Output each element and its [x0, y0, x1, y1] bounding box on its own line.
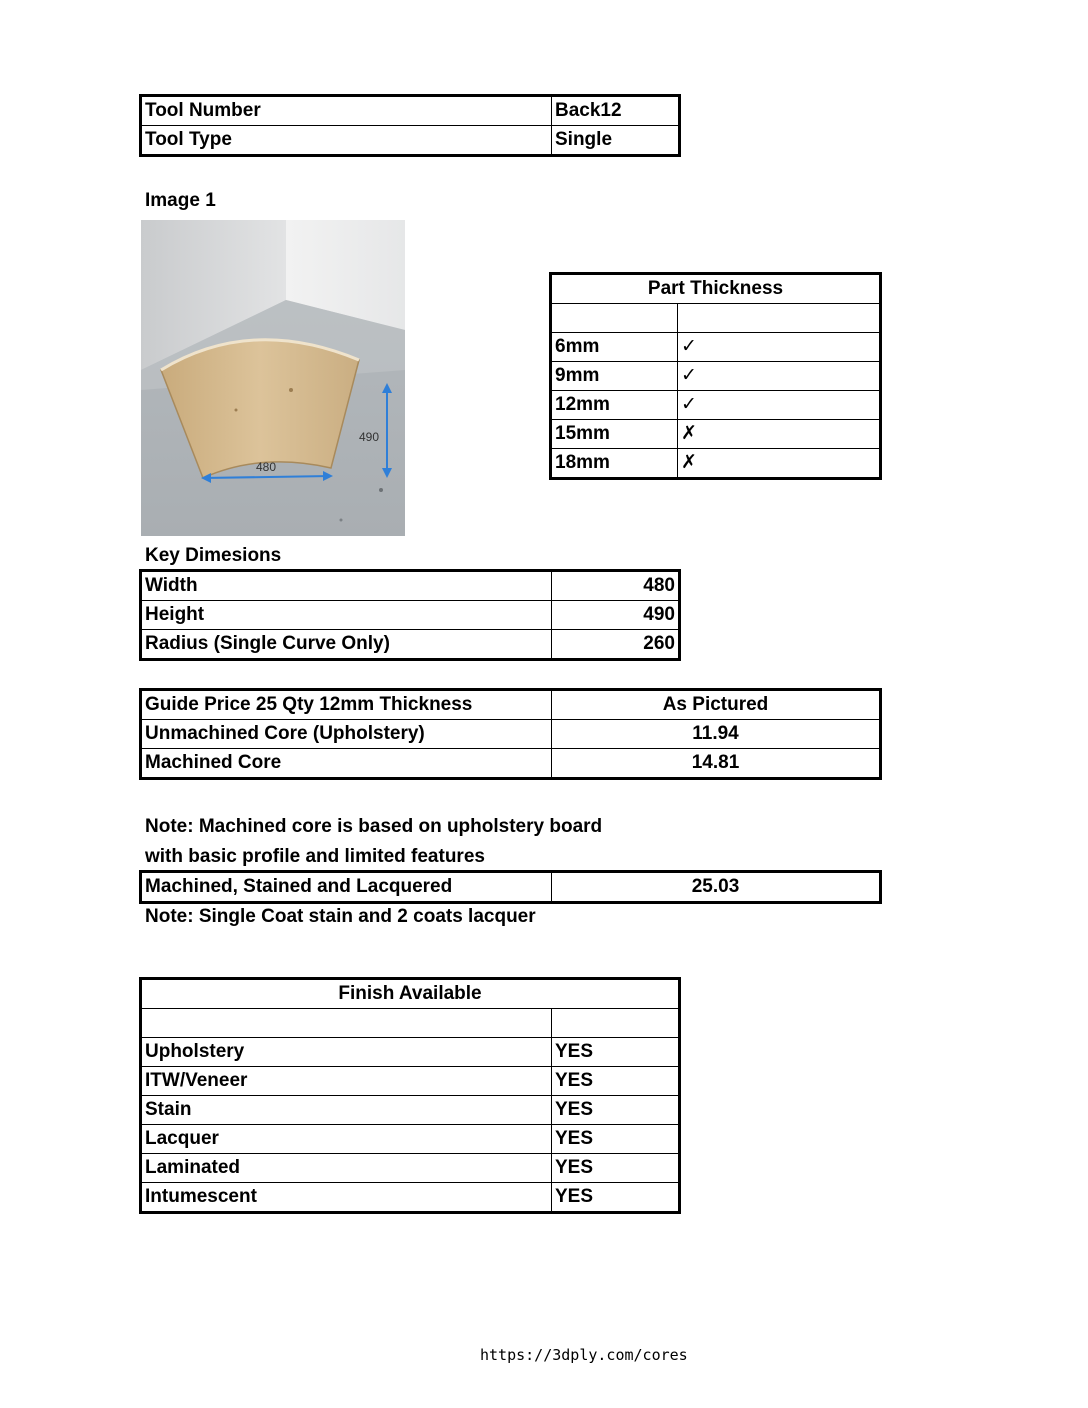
guide-price-table	[141, 690, 880, 778]
finish-available-title: Finish Available	[142, 980, 679, 1009]
finish-value: YES	[552, 1154, 679, 1183]
thickness-label: 6mm	[552, 333, 678, 362]
table-row	[142, 873, 880, 902]
width-annotation: 480	[256, 460, 277, 474]
finish-label: Lacquer	[142, 1125, 552, 1154]
finish-value: YES	[552, 1125, 679, 1154]
finish-value: YES	[552, 1067, 679, 1096]
dimension-label: Height	[142, 601, 552, 630]
dimension-value: 480	[552, 572, 679, 601]
table-row	[552, 391, 880, 420]
table-row	[142, 97, 679, 126]
machined-stained-table	[141, 872, 880, 902]
key-dimensions-title: Key Dimesions	[145, 545, 282, 566]
finish-available-table	[141, 979, 679, 1212]
table-row	[142, 601, 679, 630]
table-row	[142, 749, 880, 778]
thickness-label: 18mm	[552, 449, 678, 478]
table-row	[552, 362, 880, 391]
finish-value: YES	[552, 1183, 679, 1212]
part-thickness-table	[551, 274, 880, 478]
table-row	[552, 304, 880, 333]
price-value: 14.81	[552, 749, 880, 778]
thickness-label: 15mm	[552, 420, 678, 449]
tool-type-label: Tool Type	[142, 126, 552, 155]
note-machined-core-line2: with basic profile and limited features	[145, 846, 485, 867]
check-icon: ✓	[678, 391, 880, 420]
dimension-value: 260	[552, 630, 679, 659]
cross-icon: ✗	[678, 420, 880, 449]
tool-number-value: Back12	[552, 97, 679, 126]
note-stain-lacquer: Note: Single Coat stain and 2 coats lacquer	[145, 906, 536, 927]
finish-value: YES	[552, 1096, 679, 1125]
table-row	[552, 275, 880, 304]
product-photo	[141, 220, 405, 536]
table-row	[142, 980, 679, 1009]
tool-info-table	[141, 96, 679, 155]
table-row	[142, 572, 679, 601]
table-row	[142, 1038, 679, 1067]
note-machined-core-line1: Note: Machined core is based on upholstery board	[145, 816, 603, 837]
table-row	[142, 691, 880, 720]
table-row	[142, 1183, 679, 1212]
check-icon: ✓	[678, 362, 880, 391]
guide-price-header-value: As Pictured	[552, 691, 880, 720]
thickness-label: 9mm	[552, 362, 678, 391]
part-thickness-title: Part Thickness	[552, 275, 880, 304]
dimension-value: 490	[552, 601, 679, 630]
table-row	[142, 1125, 679, 1154]
tool-number-label: Tool Number	[142, 97, 552, 126]
table-row	[142, 630, 679, 659]
price-label: Machined Core	[142, 749, 552, 778]
finish-value: YES	[552, 1038, 679, 1067]
finish-label: Upholstery	[142, 1038, 552, 1067]
machined-stained-value: 25.03	[552, 873, 880, 902]
table-row	[552, 333, 880, 362]
footer-url[interactable]: https://3dply.com/cores	[480, 1346, 688, 1364]
table-row	[142, 126, 679, 155]
guide-price-header-label: Guide Price 25 Qty 12mm Thickness	[142, 691, 552, 720]
finish-label: Stain	[142, 1096, 552, 1125]
dimension-label: Radius (Single Curve Only)	[142, 630, 552, 659]
image-caption: Image 1	[145, 190, 216, 211]
table-row	[552, 420, 880, 449]
table-row	[552, 449, 880, 478]
finish-label: Laminated	[142, 1154, 552, 1183]
tool-type-value: Single	[552, 126, 679, 155]
height-annotation: 490	[359, 430, 380, 444]
price-label: Unmachined Core (Upholstery)	[142, 720, 552, 749]
table-row	[142, 1009, 679, 1038]
check-icon: ✓	[678, 333, 880, 362]
finish-label: ITW/Veneer	[142, 1067, 552, 1096]
table-row	[142, 720, 880, 749]
cross-icon: ✗	[678, 449, 880, 478]
finish-label: Intumescent	[142, 1183, 552, 1212]
table-row	[142, 1067, 679, 1096]
dimension-label: Width	[142, 572, 552, 601]
table-row	[142, 1154, 679, 1183]
table-row	[142, 1096, 679, 1125]
price-value: 11.94	[552, 720, 880, 749]
thickness-label: 12mm	[552, 391, 678, 420]
key-dimensions-table	[141, 571, 679, 659]
machined-stained-label: Machined, Stained and Lacquered	[142, 873, 552, 902]
